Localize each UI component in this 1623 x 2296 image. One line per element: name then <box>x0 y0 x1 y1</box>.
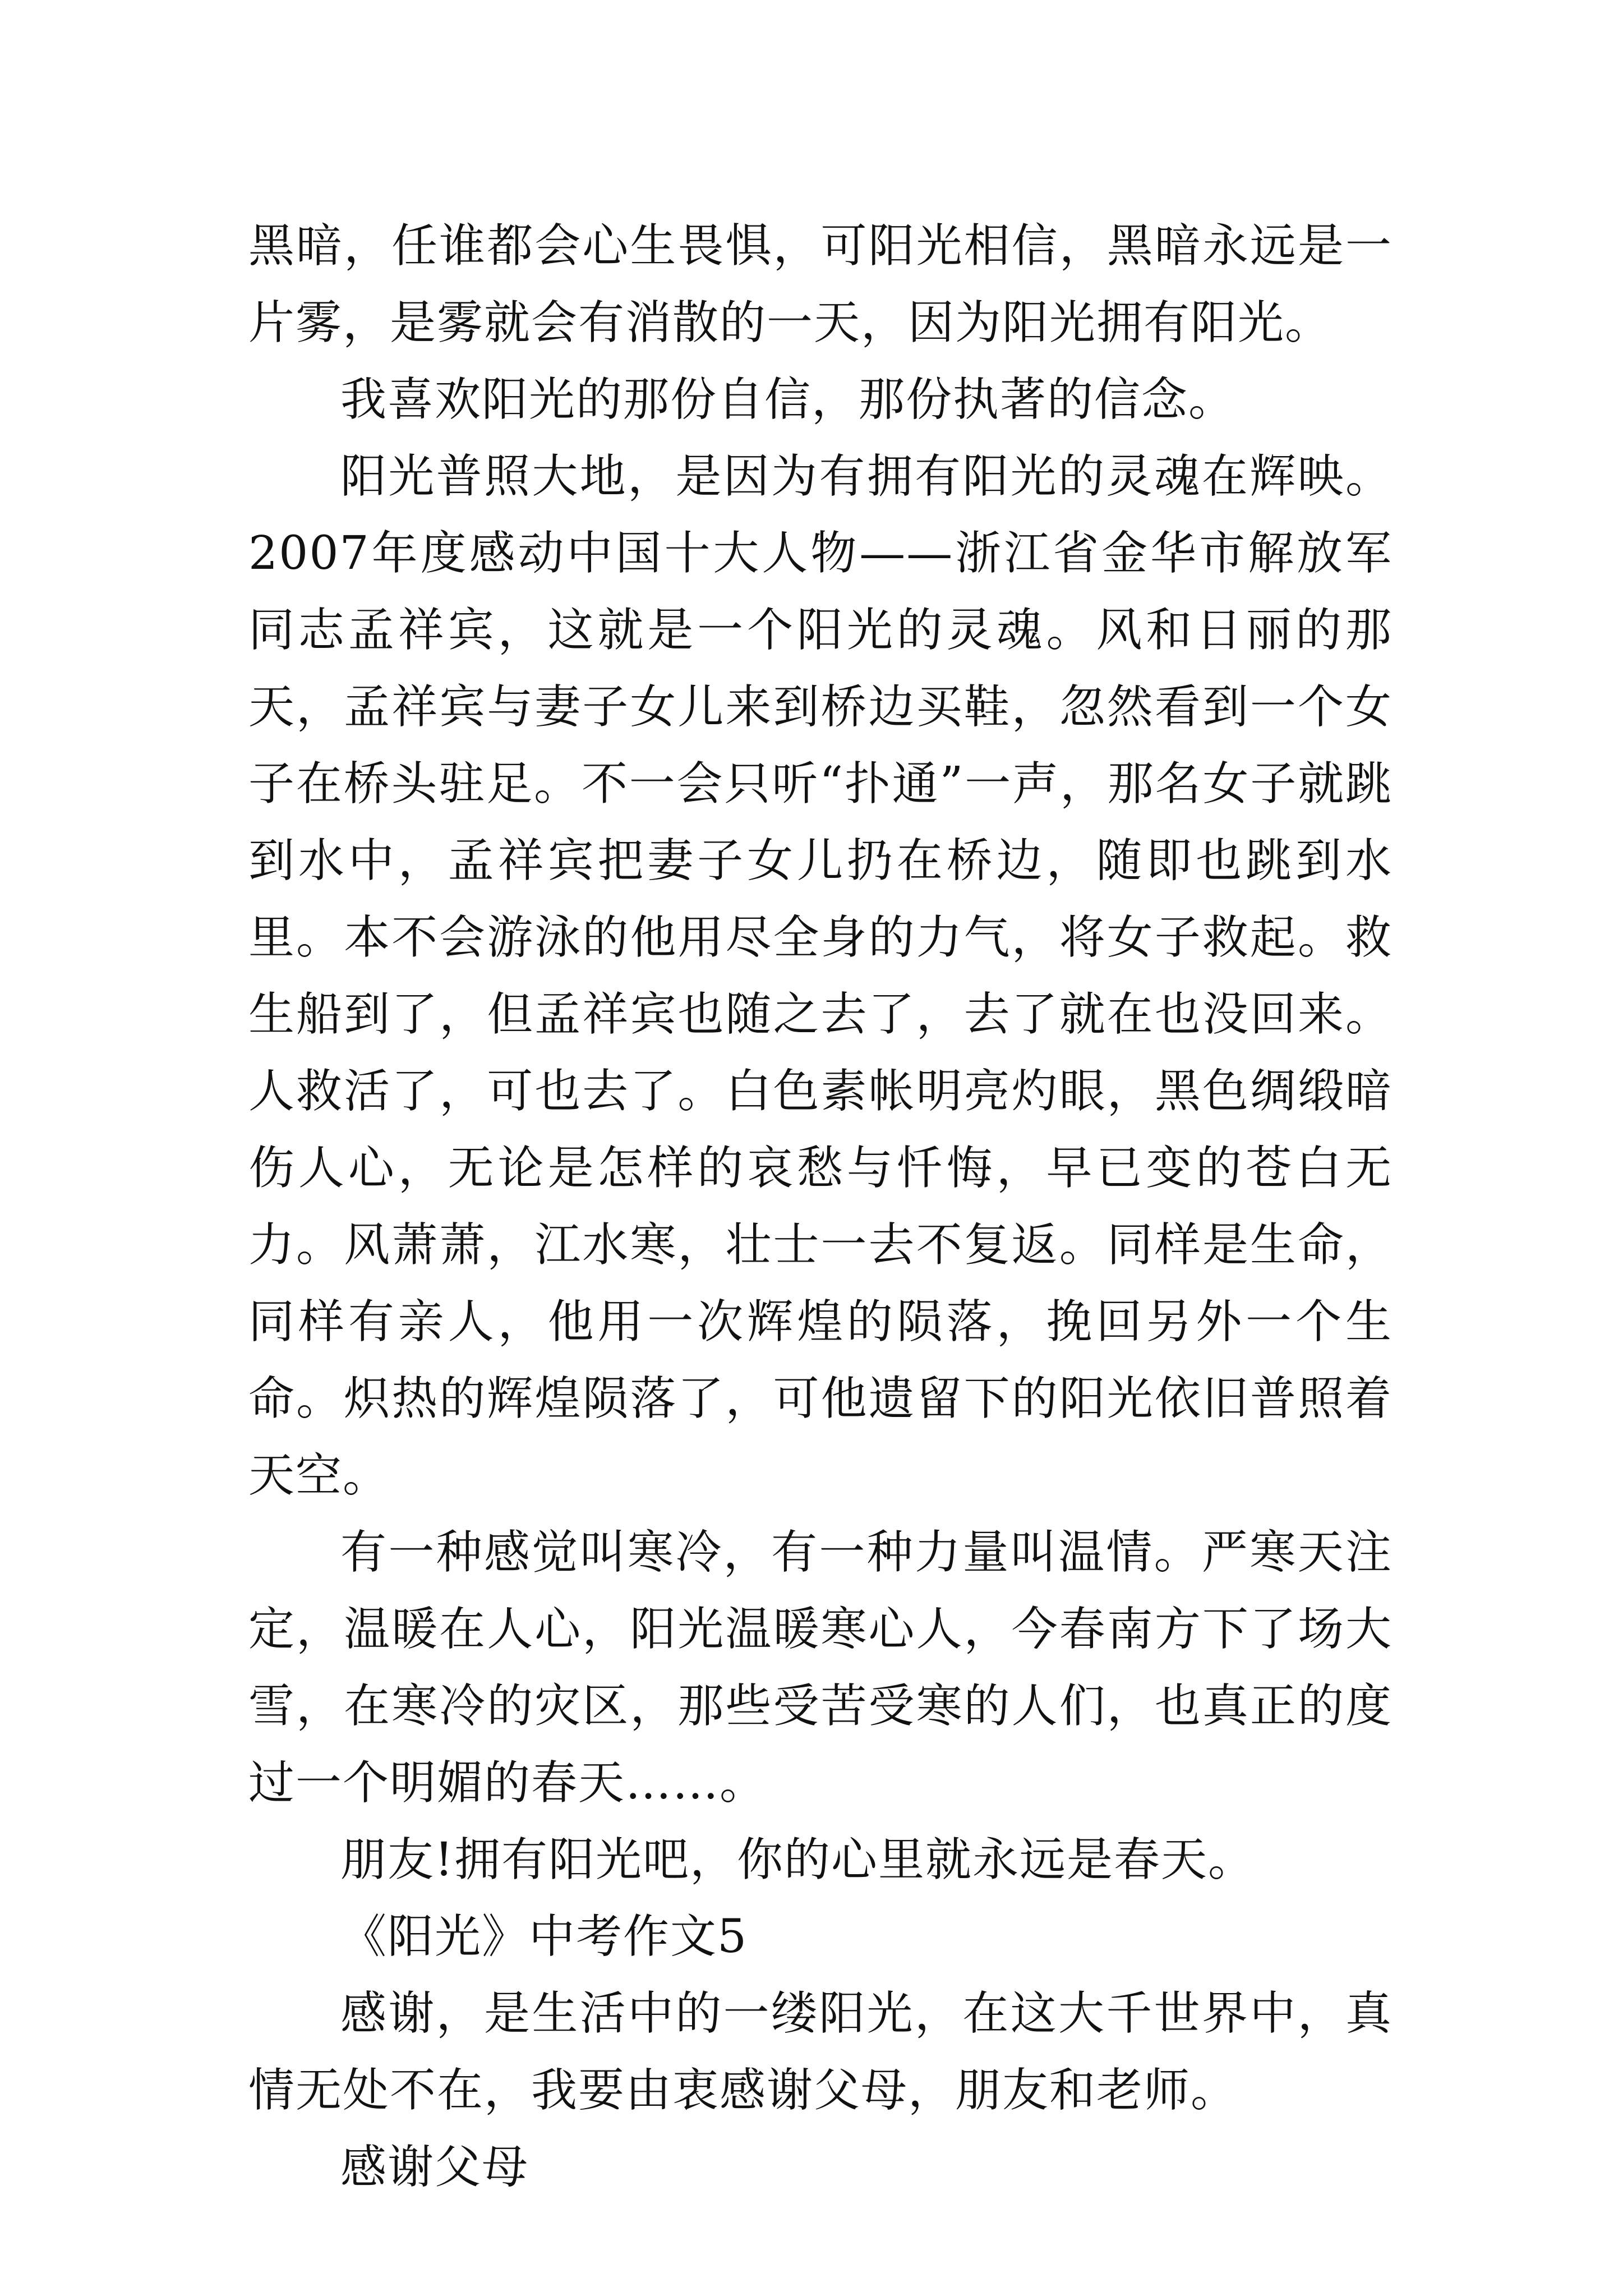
section-heading: 《阳光》中考作文5 <box>340 1910 748 1963</box>
paragraph: 我喜欢阳光的那份自信，那份执著的信念。 <box>340 373 1236 426</box>
paragraph: 阳光普照大地，是因为有拥有阳光的灵魂在辉映。2007年度感动中国十大人物——浙江省金华市解放军同志孟祥宾，这就是一个阳光的灵魂。风和日丽的那天，孟祥宾与妻子女儿来到桥边买鞋，忽然看到一个女子在桥头驻足。不一会只听“扑通”一声，那名女子就跳到水中，孟祥宾把妻子女儿扔在桥边，随即也跳到水里。本不会游泳的他用尽全身的力气，将女子救起。救生船到了，但孟祥宾也随之去了，去了就在也没回来。人救活了，可也去了。白色素帐明亮灼眼，黑色绸缎暗伤人心，无论是怎样的哀愁与忏悔，早已变的苍白无力。风萧萧，江水寒，壮士一去不复返。同样是生命，同样有亲人，他用一次辉煌的陨落，挽回另外一个生命。炽热的辉煌陨落了，可他遗留下的阳光依旧普照着天空。 <box>248 450 1393 1502</box>
paragraph: 黑暗，任谁都会心生畏惧，可阳光相信，黑暗永远是一片雾，是雾就会有消散的一天，因为阳光拥有阳光。 <box>248 219 1393 349</box>
paragraph: 感谢，是生活中的一缕阳光，在这大千世界中，真情无处不在，我要由衷感谢父母，朋友和老师。 <box>248 1987 1393 2117</box>
paragraph: 有一种感觉叫寒冷，有一种力量叫温情。严寒天注定，温暖在人心，阳光温暖寒心人，今春南方下了场大雪，在寒冷的灾区，那些受苦受寒的人们，也真正的度过一个明媚的春天……。 <box>248 1526 1393 1810</box>
document-body <box>248 208 1393 2206</box>
paragraph: 朋友!拥有阳光吧，你的心里就永远是春天。 <box>340 1833 1255 1887</box>
subsection-heading: 感谢父母 <box>340 2141 529 2194</box>
